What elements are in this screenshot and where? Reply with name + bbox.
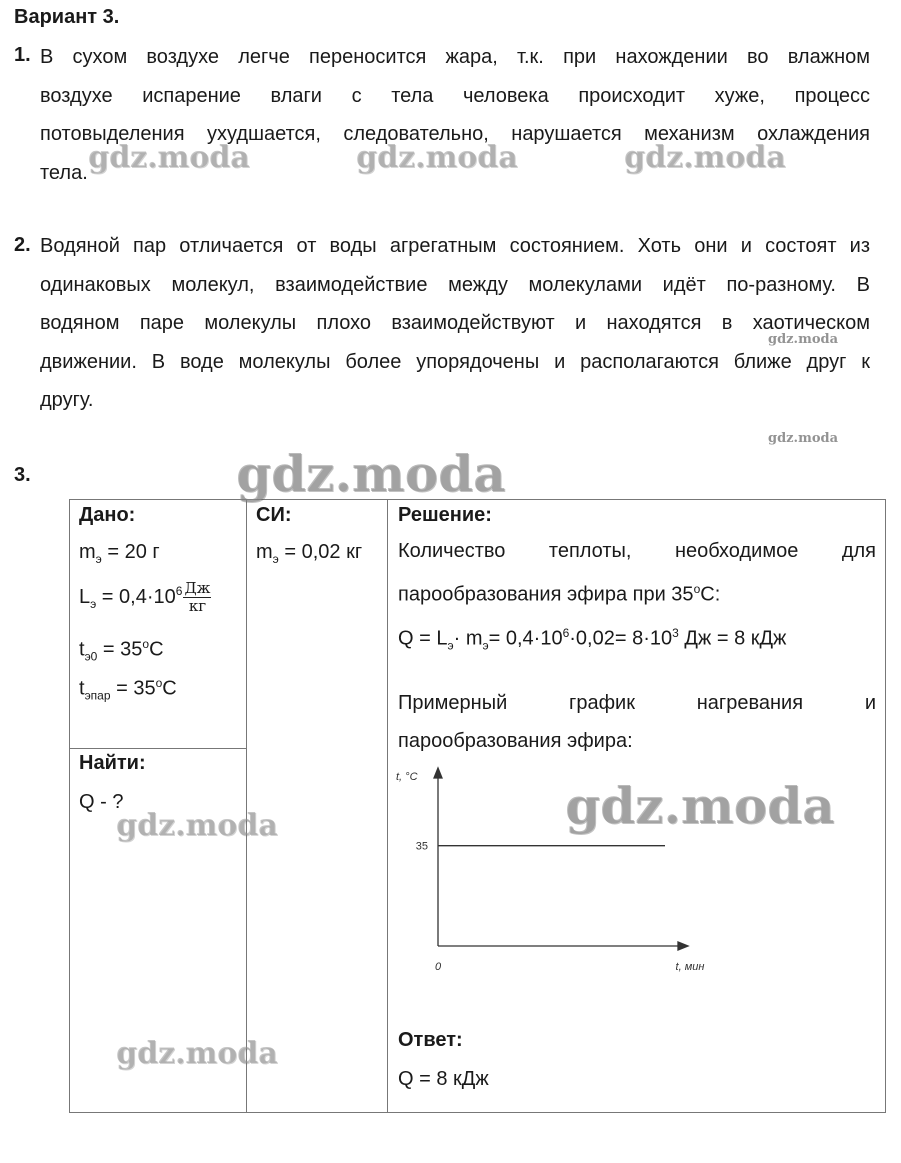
- y-axis-arrow: [434, 768, 442, 778]
- q3-number: 3.: [14, 464, 31, 486]
- solution-line: парообразования эфира при 35$^o$C:: [398, 582, 721, 606]
- solution-line: Количество теплоты, необходимое для: [398, 540, 876, 562]
- q1-line: воздухе испарение влаги с тела человека происходит хуже, процесс: [40, 84, 870, 107]
- watermark: gdz.moda: [88, 140, 250, 175]
- watermark: gdz.moda: [236, 444, 506, 503]
- table-divider: [246, 499, 247, 1113]
- find-value: Q - ?: [79, 791, 124, 813]
- watermark: gdz.moda: [356, 140, 518, 175]
- graph-caption-line: парообразования эфира:: [398, 730, 633, 752]
- q1-line: потовыделения ухудшается, следовательно, нарушается механизм охлаждения: [40, 123, 870, 145]
- si-mass: $m_э = 0,02$ кг: [256, 541, 363, 566]
- q2-number: 2.: [14, 234, 31, 256]
- q1-number: 1.: [14, 44, 31, 66]
- q2-line: одинаковых молекул, взаимодействие между молекулами идёт по-разному. В: [40, 273, 870, 296]
- graph-caption-line: Примерный график нагревания и: [398, 692, 876, 714]
- given-heat: $L_э = 0,4\cdot 10^6$ $\frac{Дж}{кг}$: [79, 579, 211, 615]
- given-tpar: $t_{эпар} = 35^oC$: [79, 676, 177, 703]
- page-title: Вариант 3.: [14, 6, 120, 28]
- unit-fraction: $\frac{Дж}{кг}$: [184, 579, 211, 615]
- watermark: gdz.moda: [565, 776, 835, 835]
- q2-line: водяном паре молекулы плохо взаимодействуют и находятся в хаотическом: [40, 312, 870, 334]
- graph-caption: [398, 684, 876, 760]
- answer-value: Q = 8 кДж: [398, 1068, 489, 1090]
- watermark: gdz.moda: [768, 332, 839, 347]
- solution-formula: $Q = L_э\cdot m_э= 0,4\cdot 10^6\cdot 0,02= 8\cdot 10^3$ Дж = 8 кДж: [398, 625, 787, 653]
- si-heading: СИ:: [256, 504, 292, 526]
- y-axis-label: t, °C: [396, 771, 418, 783]
- given-mass: $m_э = 20$ г: [79, 541, 160, 566]
- watermark: gdz.moda: [624, 140, 786, 175]
- find-heading: Найти:: [79, 752, 146, 774]
- solution-text: [398, 532, 876, 664]
- given-t0: $t_{э0} = 35^oC$: [79, 637, 164, 664]
- q2-text: [40, 227, 870, 420]
- x-axis-label: t, мин: [675, 961, 705, 973]
- given-heading: Дано:: [79, 504, 136, 526]
- q1-line: тела.: [40, 161, 88, 184]
- y-tick-label: 35: [415, 840, 428, 853]
- watermark: gdz.moda: [116, 808, 278, 843]
- q2-line: Водяной пар отличается от воды агрегатным состоянием. Хоть они и состоят из: [40, 235, 870, 257]
- table-divider: [69, 748, 246, 749]
- origin-label: 0: [434, 961, 442, 973]
- q2-line: движении. В воде молекулы более упорядочены и располагаются ближе друг к: [40, 350, 870, 373]
- q1-line: В сухом воздухе легче переносится жара, т.к. при нахождении во влажном: [40, 46, 870, 68]
- answer-heading: Ответ:: [398, 1029, 463, 1051]
- watermark: gdz.moda: [116, 1036, 278, 1071]
- q2-line: другу.: [40, 389, 94, 411]
- solution-heading: Решение:: [398, 504, 492, 526]
- x-axis-arrow: [678, 942, 688, 950]
- watermark: gdz.moda: [768, 431, 839, 446]
